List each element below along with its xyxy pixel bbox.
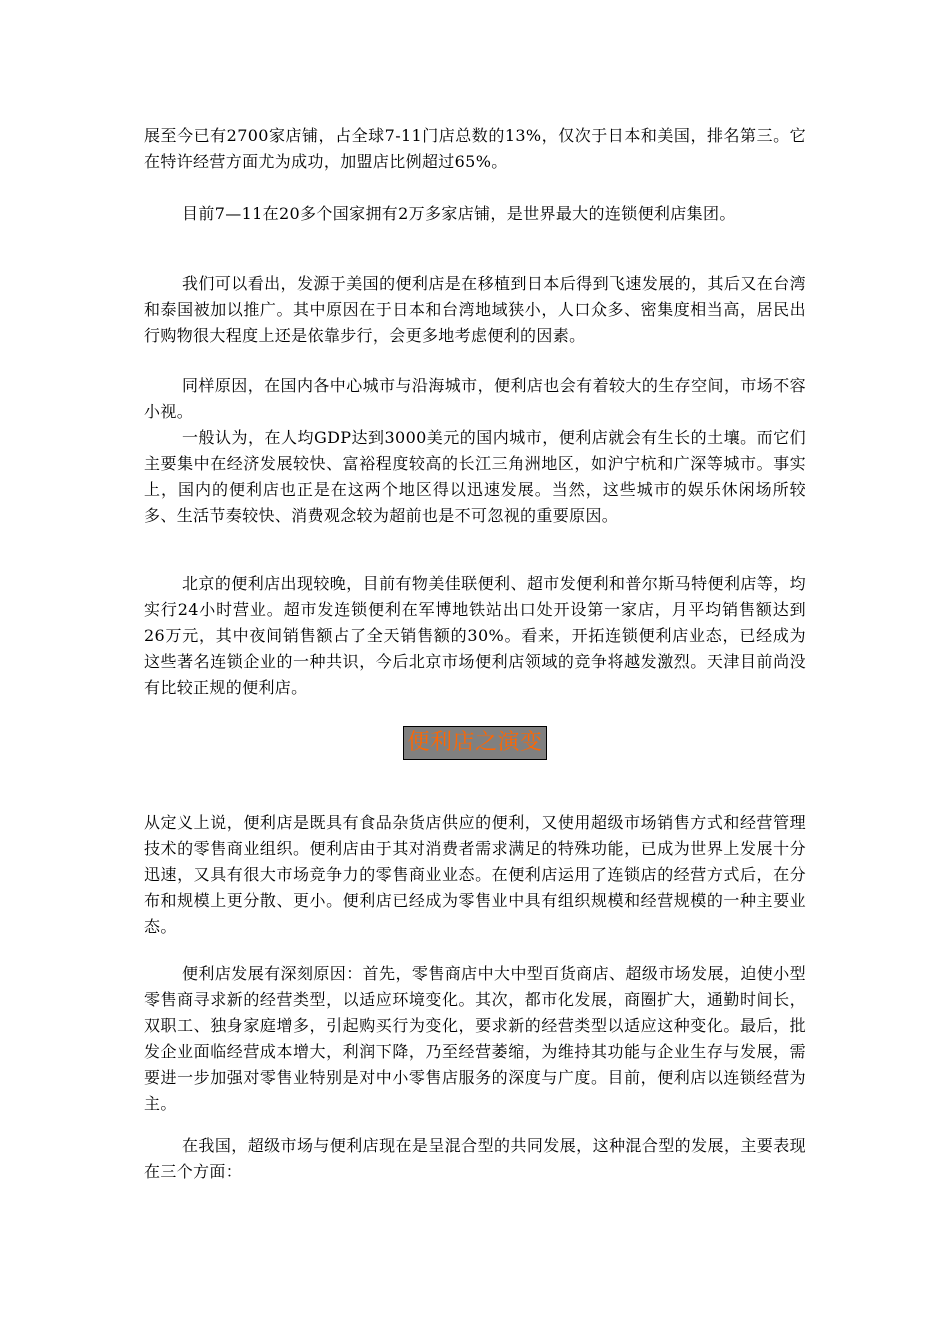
paragraph-origin-analysis: 我们可以看出，发源于美国的便利店是在移植到日本后得到飞速发展的，其后又在台湾和泰国被加以推广。其中原因在于日本和台湾地域狭小，人口众多、密集度相当高，居民出行购物很大程度上还是依靠步行，会更多地考虑便利的因素。 bbox=[144, 274, 806, 345]
paragraph-gdp-threshold: 一般认为，在人均GDP达到3000美元的国内城市，便利店就会有生长的土壤。而它们主要集中在经济发展较快、富裕程度较高的长江三角洲地区，如沪宁杭和广深等城市。事实上，国内的便利店也正是在这两个地区得以迅速发展。当然，这些城市的娱乐休闲场所较多、生活节奏较快、消费观念较为超前也是不可忽视的重要原因。 bbox=[144, 428, 806, 525]
section-heading-wrapper bbox=[144, 726, 806, 760]
paragraph-7-eleven-taiwan: 展至今已有2700家店铺，占全球7-11门店总数的13%，仅次于日本和美国，排名第三。它在特许经营方面尤为成功，加盟店比例超过65%。 bbox=[144, 126, 806, 171]
paragraph-development-reasons: 便利店发展有深刻原因：首先，零售商店中大中型百货商店、超级市场发展，迫使小型零售商寻求新的经营类型，以适应环境变化。其次，都市化发展，商圈扩大，通勤时间长，双职工、独身家庭增多，引起购买行为变化，要求新的经营类型以适应这种变化。最后，批发企业面临经营成本增大，利润下降，乃至经营萎缩，为维持其功能与企业生存与发展，需要进一步加强对零售业特别是对中小零售店服务的深度与广度。目前，便利店以连锁经营为主。 bbox=[144, 964, 806, 1113]
paragraph-definition: 从定义上说，便利店是既具有食品杂货店供应的便利，又使用超级市场销售方式和经营管理技术的零售商业组织。便利店由于其对消费者需求满足的特殊功能，已成为世界上发展十分迅速，又具有很大市场竞争力的零售商业业态。在便利店运用了连锁店的经营方式后，在分布和规模上更分散、更小。便利店已经成为零售业中具有组织规模和经营规模的一种主要业态。 bbox=[144, 813, 806, 936]
paragraph-7-eleven-global: 目前7—11在20多个国家拥有2万多家店铺，是世界最大的连锁便利店集团。 bbox=[182, 204, 736, 223]
paragraph-china-mixed-development: 在我国，超级市场与便利店现在是呈混合型的共同发展，这种混合型的发展，主要表现在三个方面： bbox=[144, 1136, 806, 1181]
document-page bbox=[144, 0, 806, 1344]
paragraph-beijing-stores: 北京的便利店出现较晚，目前有物美佳联便利、超市发便利和普尔斯马特便利店等，均实行24小时营业。超市发连锁便利在军博地铁站出口处开设第一家店，月平均销售额达到26万元，其中夜间销售额占了全天销售额的30%。看来，开拓连锁便利店业态，已经成为这些著名连锁企业的一种共识，今后北京市场便利店领域的竞争将越发激烈。天津目前尚没有比较正规的便利店。 bbox=[144, 574, 806, 697]
paragraph-domestic-cities: 同样原因，在国内各中心城市与沿海城市，便利店也会有着较大的生存空间，市场不容小视。 bbox=[144, 376, 806, 421]
section-heading: 便利店之演变 bbox=[403, 726, 546, 760]
